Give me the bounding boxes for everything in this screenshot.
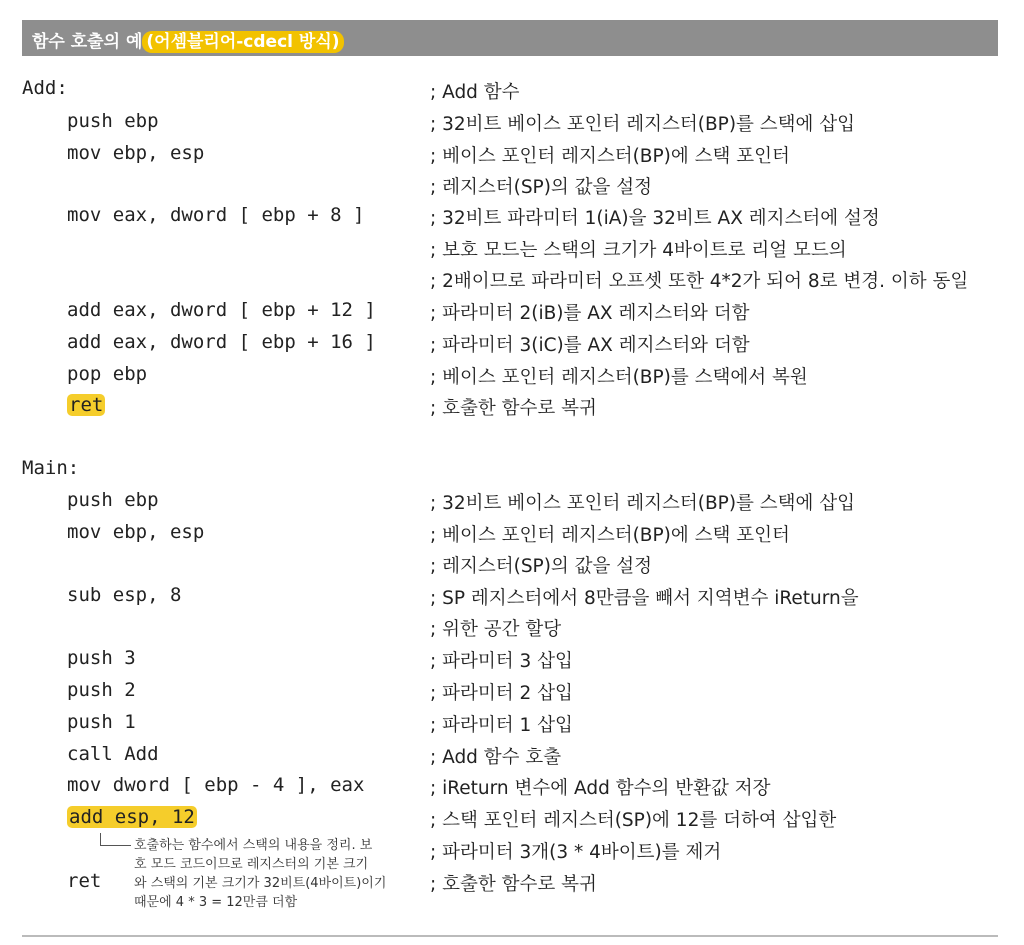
add-comment: ; 32비트 파라미터 1(iA)을 32비트 AX 레지스터에 설정	[430, 208, 880, 229]
annotation-line: 호출하는 함수에서 스택의 내용을 정리. 보	[134, 838, 373, 853]
main-code: push ebp	[67, 489, 159, 511]
add-code: push ebp	[67, 110, 159, 132]
add-code: mov eax, dword [ ebp + 8 ]	[67, 204, 365, 226]
main-comment: ; 파라미터 2 삽입	[430, 683, 573, 704]
add-comment: ; 파라미터 2(iB)를 AX 레지스터와 더함	[430, 303, 750, 324]
main-comment: ; 파라미터 3 삽입	[430, 651, 573, 672]
main-code: mov ebp, esp	[67, 521, 205, 543]
add-esp-highlight: add esp, 12	[69, 806, 195, 828]
add-label: Add:	[22, 77, 68, 99]
add-code: add eax, dword [ ebp + 16 ]	[67, 331, 376, 353]
main-label: Main:	[22, 457, 80, 479]
main-code: push 2	[67, 679, 136, 701]
main-comment: ; Add 함수 호출	[430, 747, 562, 768]
add-comment: ; 호출한 함수로 복귀	[430, 398, 597, 419]
add-comment: ; Add 함수	[430, 82, 520, 103]
header-title-prefix: 함수 호출의 예	[32, 32, 143, 52]
add-code: pop ebp	[67, 363, 148, 385]
main-code: push 3	[67, 647, 136, 669]
main-comment: ; 위한 공간 할당	[430, 619, 562, 640]
add-comment: ; 베이스 포인터 레지스터(BP)에 스택 포인터	[430, 146, 790, 167]
main-code: ret	[67, 870, 102, 892]
footer-divider	[22, 935, 998, 937]
add-comment: ; 레지스터(SP)의 값을 설정	[430, 177, 653, 198]
main-comment: ; 스택 포인터 레지스터(SP)에 12를 더하여 삽입한	[430, 810, 837, 831]
add-comment: ; 32비트 베이스 포인터 레지스터(BP)를 스택에 삽입	[430, 114, 856, 135]
header-title-highlight: (어셈블리어-cdecl 방식)	[142, 31, 343, 53]
section-header	[22, 20, 998, 56]
main-comment: ; 파라미터 3개(3 * 4바이트)를 제거	[430, 842, 722, 863]
annotation-line: 때문에 4 * 3 = 12만큼 더함	[134, 895, 298, 910]
annotation-line: 와 스택의 기본 크기가 32비트(4바이트)이기	[134, 876, 387, 891]
annotation-note	[134, 836, 386, 912]
add-ret-highlight: ret	[69, 394, 104, 416]
add-comment: ; 파라미터 3(iC)를 AX 레지스터와 더함	[430, 335, 750, 356]
main-comment: ; 32비트 베이스 포인터 레지스터(BP)를 스택에 삽입	[430, 493, 856, 514]
add-code: add eax, dword [ ebp + 12 ]	[67, 299, 376, 321]
main-comment: ; iReturn 변수에 Add 함수의 반환값 저장	[430, 778, 771, 799]
main-comment: ; SP 레지스터에서 8만큼을 빼서 지역변수 iReturn을	[430, 588, 859, 609]
add-comment: ; 베이스 포인터 레지스터(BP)를 스택에서 복원	[430, 367, 808, 388]
main-code: sub esp, 8	[67, 584, 182, 606]
main-comment: ; 베이스 포인터 레지스터(BP)에 스택 포인터	[430, 525, 790, 546]
annotation-line: 호 모드 코드이므로 레지스터의 기본 크기	[134, 857, 369, 872]
annotation-connector	[100, 833, 131, 846]
main-comment: ; 호출한 함수로 복귀	[430, 874, 597, 895]
main-code: call Add	[67, 743, 159, 765]
header-title	[32, 27, 344, 52]
add-comment: ; 2배이므로 파라미터 오프셋 또한 4*2가 되어 8로 변경. 이하 동일	[430, 271, 969, 292]
add-comment: ; 보호 모드는 스택의 크기가 4바이트로 리얼 모드의	[430, 240, 847, 261]
main-comment: ; 레지스터(SP)의 값을 설정	[430, 556, 653, 577]
main-code: push 1	[67, 711, 136, 733]
main-code: mov dword [ ebp - 4 ], eax	[67, 774, 365, 796]
main-comment: ; 파라미터 1 삽입	[430, 715, 573, 736]
add-code: mov ebp, esp	[67, 142, 205, 164]
